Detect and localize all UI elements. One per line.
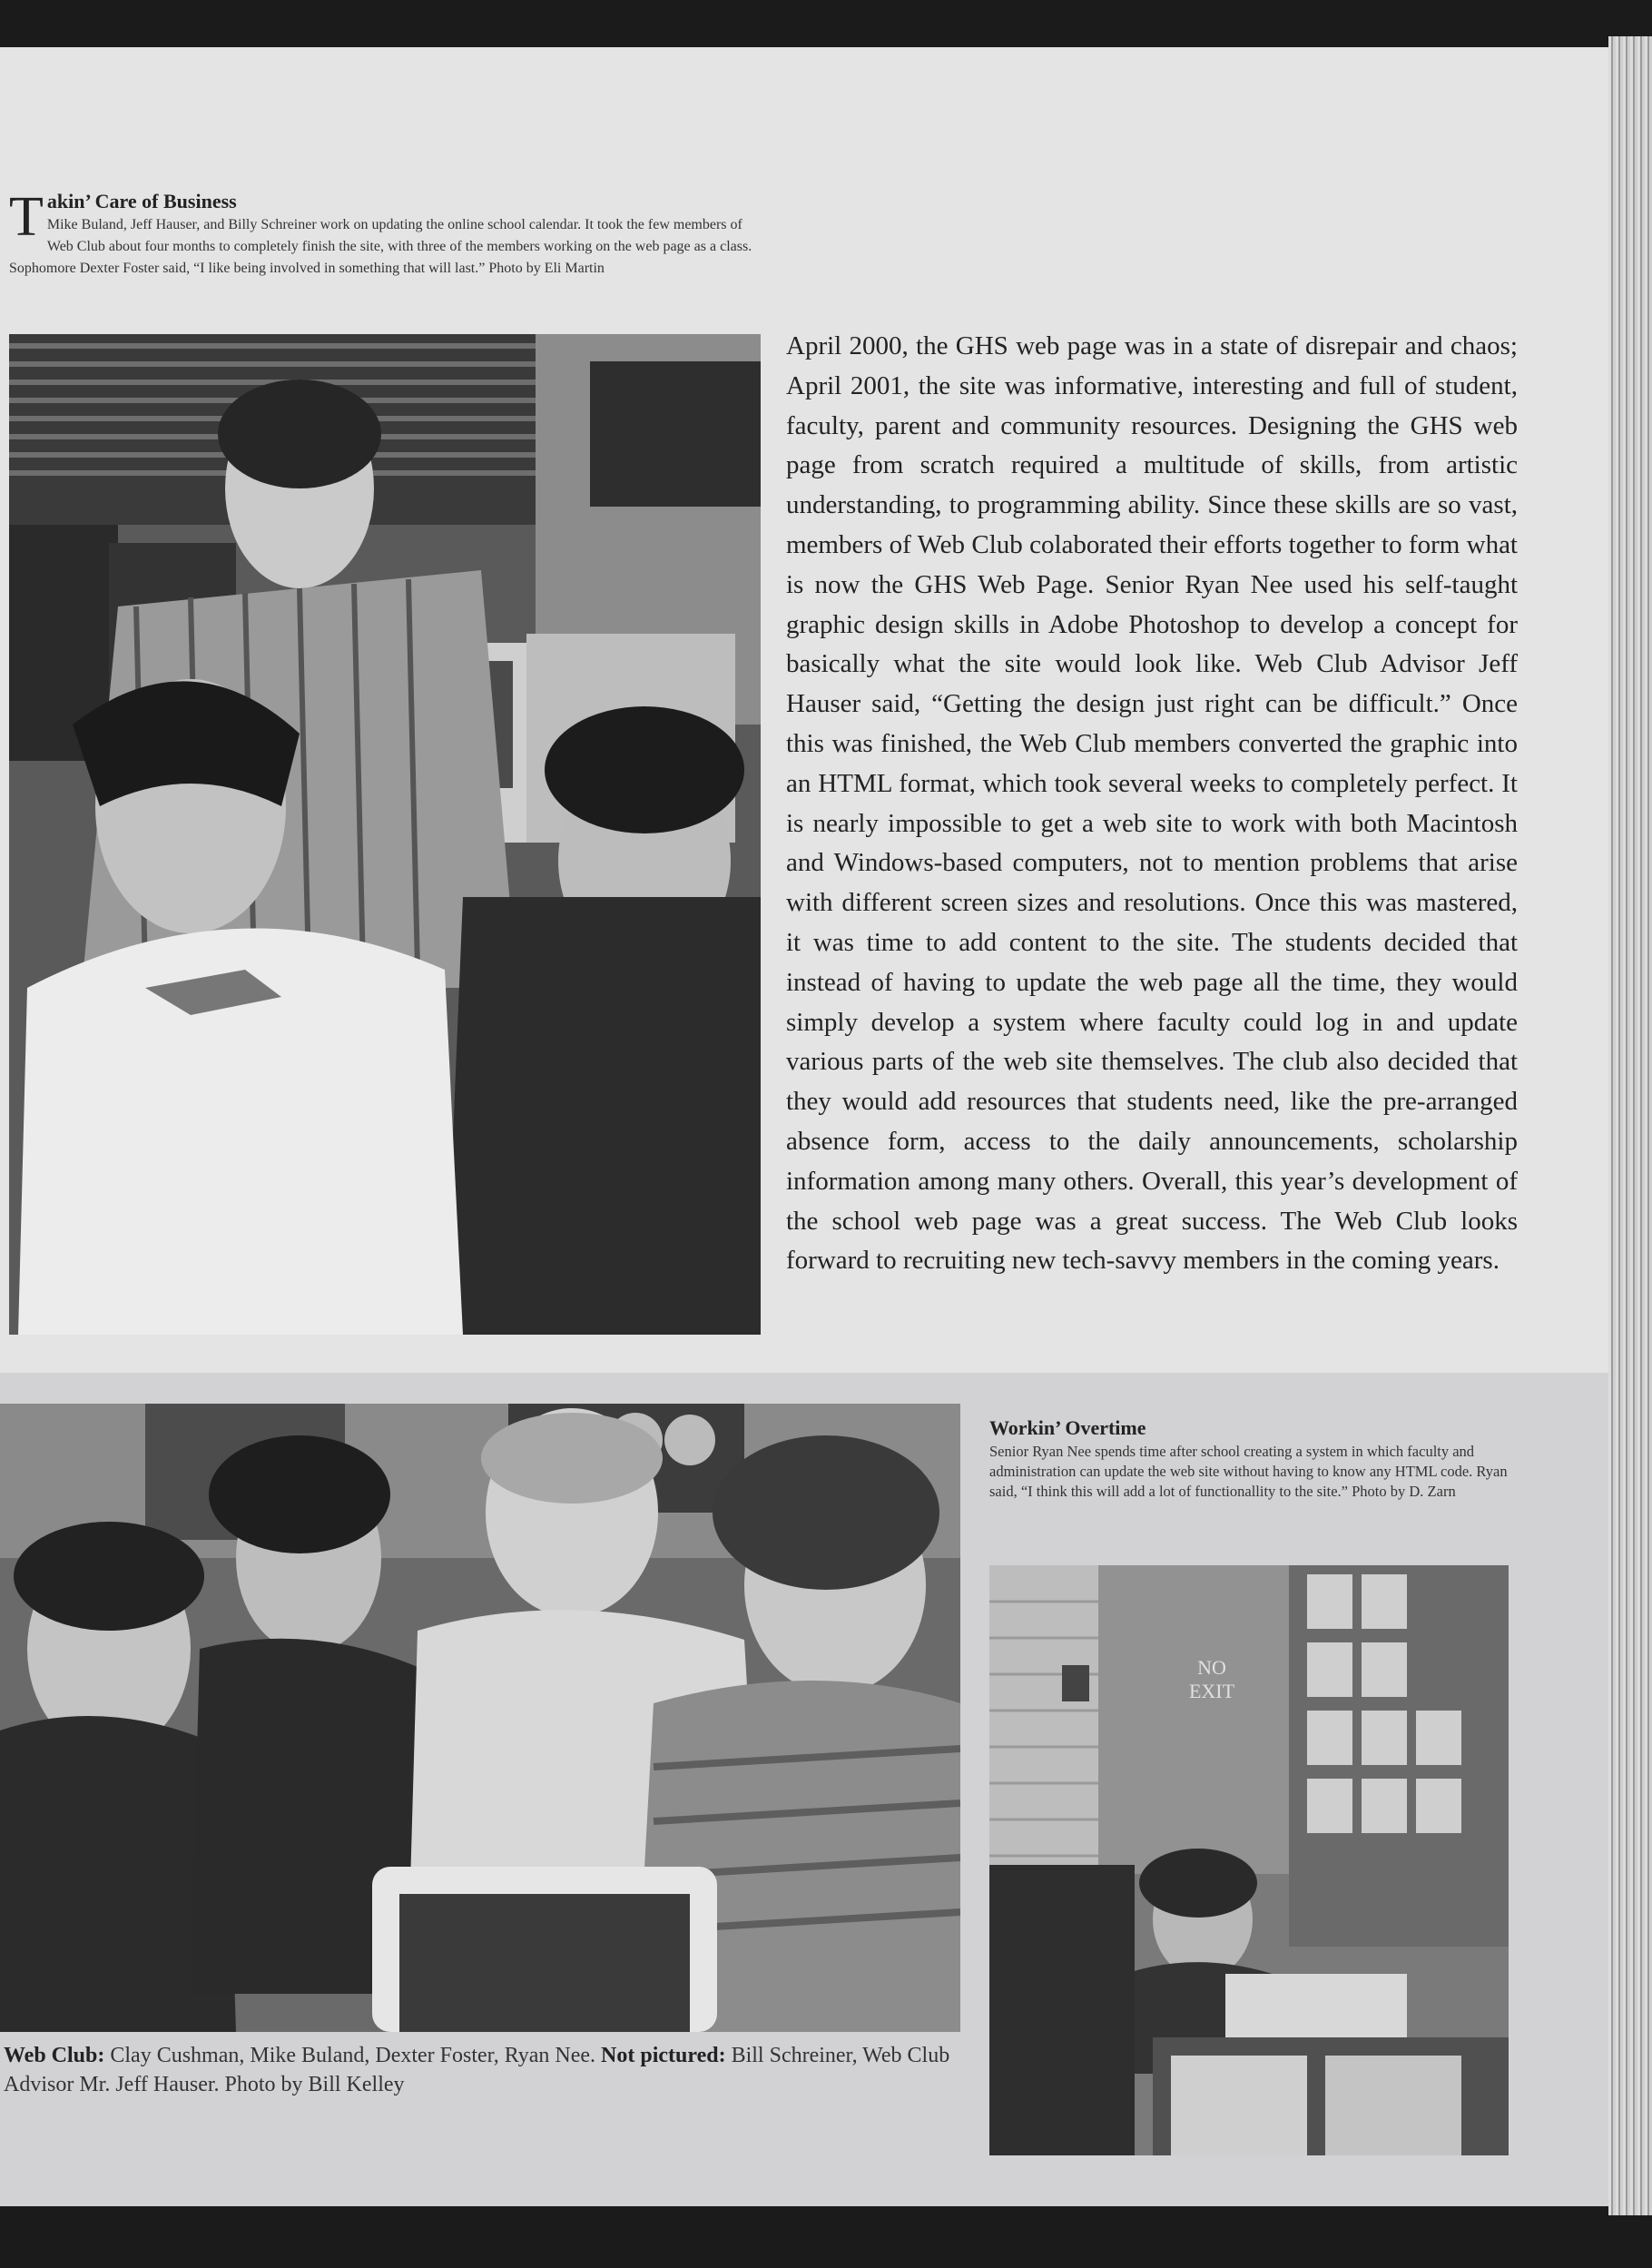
article-body: April 2000, the GHS web page was in a state of disrepair and chaos; April 2001, the site was informative, interesting and full of student, faculty, parent and community resources. Designing the GHS web page from scratch required a multitude of skills, from artistic understanding, to programming ability. Since these skills are so vast, members of Web Club colaborated their efforts together to form what is now the GHS Web Page. Senior Ryan Nee used his self-taught graphic design skills in Adobe Photoshop to develop a concept for basically what the site would look like. Web Club Advisor Jeff Hauser said, “Getting the design just right can be difficult.” Once this was finished, the Web Club members converted the graphic into an HTML format, which took several weeks to completely perfect. It is nearly impossible to get a web site to work with both Macintosh and Windows-based computers, not to mention problems that arise with different screen sizes and resolutions. Once this was mastered, it was time to add content to the site. The students decided that instead of having to update the web page all the time, they would simply develop a system where faculty could log in and update various parts of the web site themselves. The club also decided that they would add resources that students need, like the pre-arranged absence form, access to the daily announcements, scholarship information among many others. Overall, this year’s development of the school web page was a great success. The Web Club looks forward to recruiting new tech-savvy members in the coming years. <box>786 331 1518 1276</box>
page-edges <box>1608 36 1652 2215</box>
sign-no: NO <box>1197 1656 1226 1679</box>
photo-ryan-nee-working <box>989 1565 1509 2155</box>
caption-label-web-club: Web Club: <box>4 2044 105 2067</box>
photo-students-at-computer <box>9 334 761 1335</box>
group-photo-caption <box>4 2041 966 2099</box>
caption-label-not-pictured: Not pictured: <box>601 2044 726 2067</box>
caption-members: Clay Cushman, Mike Buland, Dexter Foster, Ryan Nee. <box>104 2044 602 2067</box>
photo-web-club-group <box>0 1404 960 2032</box>
right-caption-title: Workin’ Overtime <box>989 1416 1146 1439</box>
sign-exit: EXIT <box>1188 1680 1235 1702</box>
caption-not-pictured: Bill Schreiner, Web Club Advisor Mr. Jeff Hauser. Photo by Bill Kelley <box>4 2044 950 2096</box>
top-caption-text: Mike Buland, Jeff Hauser, and Billy Schreiner work on updating the online school calendar. It took the few members of Web Club about four months to completely finish the site, with three of the members working on the web page as a class. Sophomore Dexter Foster said, “I like being involved in something that will last.” Photo by Eli Martin <box>9 217 752 276</box>
drop-cap: T <box>9 186 44 248</box>
right-caption-text: Senior Ryan Nee spends time after school creating a system in which faculty and administration can update the web site without having to know any HTML code. Ryan said, “I think this will add a lot of functionallity to the site.” Photo by D. Zarn <box>989 1443 1508 1500</box>
top-caption-title: akin’ Care of Business <box>46 190 237 212</box>
top-photo-caption <box>9 186 762 280</box>
workin-overtime-caption <box>989 1418 1521 1502</box>
